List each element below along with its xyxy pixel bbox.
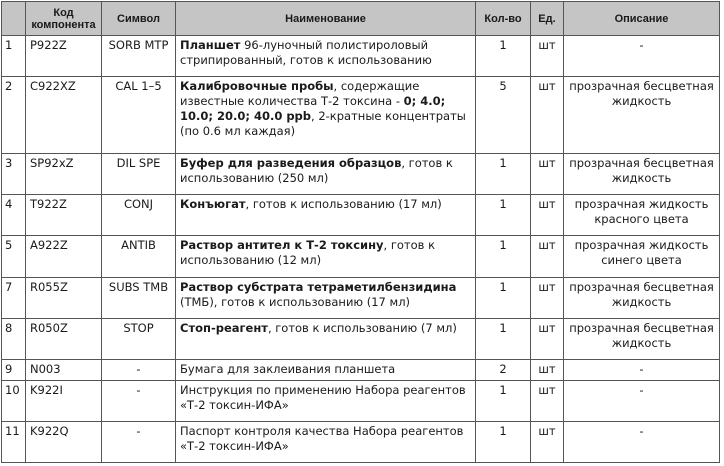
row-qty: 1	[476, 421, 531, 462]
table-row	[2, 195, 720, 236]
row-unit: шт	[531, 236, 564, 277]
row-code: C922XZ	[26, 77, 102, 154]
row-unit: шт	[531, 154, 564, 195]
row-code: R055Z	[26, 277, 102, 318]
row-unit: шт	[531, 421, 564, 462]
row-qty: 1	[476, 236, 531, 277]
header-num	[2, 2, 26, 36]
row-code: SP92xZ	[26, 154, 102, 195]
header-qty: Кол-во	[476, 2, 531, 36]
table-row	[2, 36, 720, 77]
row-name	[176, 154, 476, 195]
row-name: Бумага для заклеивания планшета	[176, 359, 476, 380]
row-qty: 1	[476, 380, 531, 421]
row-num: 7	[2, 277, 26, 318]
row-name	[176, 36, 476, 77]
row-code: K922Q	[26, 421, 102, 462]
row-desc: прозрачная бесцветная жидкость	[564, 318, 720, 359]
row-unit: шт	[531, 359, 564, 380]
row-symbol: -	[102, 421, 176, 462]
row-name-bold: Стоп-реагент	[180, 320, 268, 335]
table-row	[2, 277, 720, 318]
table-row	[2, 421, 720, 462]
header-code-line2: компонента	[31, 18, 96, 31]
row-symbol: SUBS TMB	[102, 277, 176, 318]
row-name-text-tail: , 2-кратные концентраты (по 0.6 мл каждая)	[180, 109, 466, 139]
row-qty: 1	[476, 154, 531, 195]
row-name-text: , готов к использованию (250 мл)	[180, 156, 453, 186]
row-name-bold: Конъюгат	[180, 197, 246, 212]
header-name: Наименование	[176, 2, 476, 36]
row-name-text: 96-луночный полистироловый стрипированный, готов к использованию	[180, 38, 432, 67]
row-name-bold-values: 0; 4.0; 10.0; 20.0; 40.0 ppb	[180, 94, 446, 124]
row-desc: -	[564, 380, 720, 421]
table-row	[2, 380, 720, 421]
header-unit: Ед.	[531, 2, 564, 36]
row-name-text: , готов к использованию (17 мл)	[245, 197, 442, 212]
row-name-bold: Раствор субстрата тетраметилбензидина	[180, 279, 457, 294]
row-symbol: -	[102, 359, 176, 380]
row-qty: 2	[476, 359, 531, 380]
table-row	[2, 236, 720, 277]
table-row	[2, 154, 720, 195]
row-name	[176, 236, 476, 277]
header-symbol: Символ	[102, 2, 176, 36]
header-code	[26, 2, 102, 36]
row-name-bold: Калибровочные пробы	[180, 79, 334, 94]
row-unit: шт	[531, 77, 564, 154]
row-name	[176, 318, 476, 359]
row-name	[176, 277, 476, 318]
table-row	[2, 359, 720, 380]
row-code: P922Z	[26, 36, 102, 77]
row-symbol: CONJ	[102, 195, 176, 236]
row-symbol: CAL 1–5	[102, 77, 176, 154]
row-desc: -	[564, 421, 720, 462]
row-qty: 1	[476, 318, 531, 359]
row-symbol: SORB MTP	[102, 36, 176, 77]
row-desc: прозрачная бесцветная жидкость	[564, 77, 720, 154]
row-num: 5	[2, 236, 26, 277]
row-desc: прозрачная жидкость синего цвета	[564, 236, 720, 277]
table-row	[2, 77, 720, 154]
row-code: T922Z	[26, 195, 102, 236]
row-qty: 1	[476, 195, 531, 236]
row-code: K922I	[26, 380, 102, 421]
row-name-text: , готов к использованию (7 мл)	[267, 320, 457, 335]
row-unit: шт	[531, 318, 564, 359]
row-name-bold: Раствор антител к Т-2 токсину	[180, 238, 384, 253]
row-unit: шт	[531, 195, 564, 236]
table-row	[2, 318, 720, 359]
row-num: 11	[2, 421, 26, 462]
row-unit: шт	[531, 380, 564, 421]
row-code: N003	[26, 359, 102, 380]
header-desc: Описание	[564, 2, 720, 36]
row-desc: прозрачная жидкость красного цвета	[564, 195, 720, 236]
row-symbol: -	[102, 380, 176, 421]
row-symbol: ANTIB	[102, 236, 176, 277]
row-name-bold: Планшет	[180, 38, 241, 52]
row-code: R050Z	[26, 318, 102, 359]
row-unit: шт	[531, 36, 564, 77]
header-row	[2, 2, 720, 36]
row-name: Паспорт контроля качества Набора реагентов «Т-2 токсин-ИФА»	[176, 421, 476, 462]
row-desc: прозрачная бесцветная жидкость	[564, 154, 720, 195]
row-symbol: STOP	[102, 318, 176, 359]
row-num: 10	[2, 380, 26, 421]
row-num: 3	[2, 154, 26, 195]
row-name-text: (ТМБ), готов к использованию (17 мл)	[180, 294, 411, 309]
row-unit: шт	[531, 277, 564, 318]
row-qty: 1	[476, 277, 531, 318]
kit-components-table	[1, 1, 720, 463]
row-qty: 5	[476, 77, 531, 154]
row-name	[176, 77, 476, 154]
row-desc: прозрачная бесцветная жидкость	[564, 277, 720, 318]
row-name-text: , содержащие известные количества Т-2 токсина -	[180, 79, 420, 109]
row-name-text: , готов к использованию (12 мл)	[180, 238, 436, 268]
row-desc: -	[564, 359, 720, 380]
header-code-line1: Код	[53, 6, 74, 19]
row-symbol: DIL SPE	[102, 154, 176, 195]
row-name: Инструкция по применению Набора реагентов «Т-2 токсин-ИФА»	[176, 380, 476, 421]
row-name	[176, 195, 476, 236]
row-num: 9	[2, 359, 26, 380]
row-num: 1	[2, 36, 26, 77]
row-num: 8	[2, 318, 26, 359]
row-code: A922Z	[26, 236, 102, 277]
row-qty: 1	[476, 36, 531, 77]
row-name-bold: Буфер для разведения образцов	[180, 156, 402, 171]
row-num: 4	[2, 195, 26, 236]
row-desc: -	[564, 36, 720, 77]
row-num: 2	[2, 77, 26, 154]
